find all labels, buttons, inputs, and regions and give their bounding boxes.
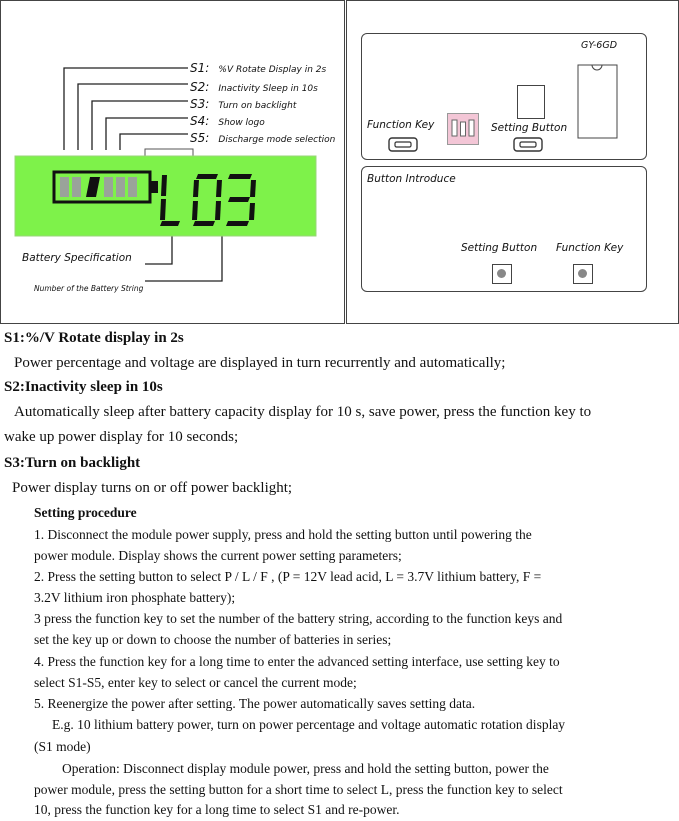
procedure-3a: 3 press the function key to set the number of the battery string, according to the function keys and <box>34 611 563 626</box>
s1-label <box>190 57 326 76</box>
function-key-label-2: Function Key <box>556 242 624 254</box>
procedure-2a: 2. Press the setting button to select P / L / F , (P = 12V lead acid, L = 3.7V lithium battery, F = <box>34 569 542 584</box>
s3-text: Turn on backlight <box>218 101 297 111</box>
setting-button-switch[interactable] <box>513 137 543 153</box>
s2-title: S2:Inactivity sleep in 10s <box>4 379 163 395</box>
function-key-label: Function Key <box>367 119 435 131</box>
s3-code: S3: <box>190 97 210 111</box>
s3-title: S3:Turn on backlight <box>4 455 141 471</box>
example-b: (S1 mode) <box>34 739 91 754</box>
s2-text: Inactivity Sleep in 10s <box>218 84 318 94</box>
operation-c: 10, press the function key for a long time to select S1 and re-power. <box>34 802 400 817</box>
s2-body-1: Automatically sleep after battery capacity display for 10 s, save power, press the function key to <box>14 404 592 420</box>
lcd-readout-l03 <box>158 172 258 228</box>
operation-b: power module, press the setting button for a short time to select L, press the function key to select <box>34 782 563 797</box>
procedure-1b: power module. Display shows the current power setting parameters; <box>34 548 402 563</box>
s2-body-2: wake up power display for 10 seconds; <box>4 429 239 445</box>
battery-icon <box>52 170 160 206</box>
procedure-4a: 4. Press the function key for a long time to enter the advanced setting interface, use setting key to <box>34 654 560 669</box>
example-a: E.g. 10 lithium battery power, turn on power percentage and voltage automatic rotation display <box>52 717 566 732</box>
s4-code: S4: <box>190 114 210 128</box>
setting-button-label: Setting Button <box>491 122 568 134</box>
component-rect <box>517 85 545 119</box>
s2-code: S2: <box>190 80 210 94</box>
battery-spec-label: Battery Specification <box>22 252 132 264</box>
procedure-3b: set the key up or down to choose the number of batteries in series; <box>34 632 392 647</box>
procedure-2b: 3.2V lithium iron phosphate battery); <box>34 590 236 605</box>
chip-rect <box>577 64 619 140</box>
s3-body: Power display turns on or off power backlight; <box>12 480 293 496</box>
model-label: GY-6GD <box>581 40 618 51</box>
setting-button-label-2: Setting Button <box>461 242 538 254</box>
s1-title: S1:%/V Rotate display in 2s <box>4 330 184 346</box>
s1-body: Power percentage and voltage are displayed in turn recurrently and automatically; <box>14 355 506 371</box>
function-key-tact[interactable] <box>573 264 593 284</box>
s5-code: S5: <box>190 131 210 145</box>
procedure-1a: 1. Disconnect the module power supply, press and hold the setting button until powering the <box>34 527 532 542</box>
s1-text: %V Rotate Display in 2s <box>218 65 327 75</box>
s4-text: Show logo <box>218 118 265 128</box>
lcd-diagram <box>0 0 343 322</box>
function-key-switch[interactable] <box>388 137 418 153</box>
procedure-title: Setting procedure <box>34 505 137 520</box>
operation-a: Operation: Disconnect display module power, press and hold the setting button, power the <box>62 761 549 776</box>
s5-text: Discharge mode selection <box>218 135 336 145</box>
setting-button-tact[interactable] <box>492 264 512 284</box>
connector-block <box>447 113 479 145</box>
button-introduce-title: Button Introduce <box>367 173 456 185</box>
battery-string-label: Number of the Battery String <box>34 284 144 293</box>
s5-label <box>190 127 335 146</box>
procedure-4b: select S1-S5, enter key to select or cancel the current mode; <box>34 675 357 690</box>
s1-code: S1: <box>190 61 210 75</box>
procedure-5: 5. Reenergize the power after setting. The power automatically saves setting data. <box>34 696 476 711</box>
